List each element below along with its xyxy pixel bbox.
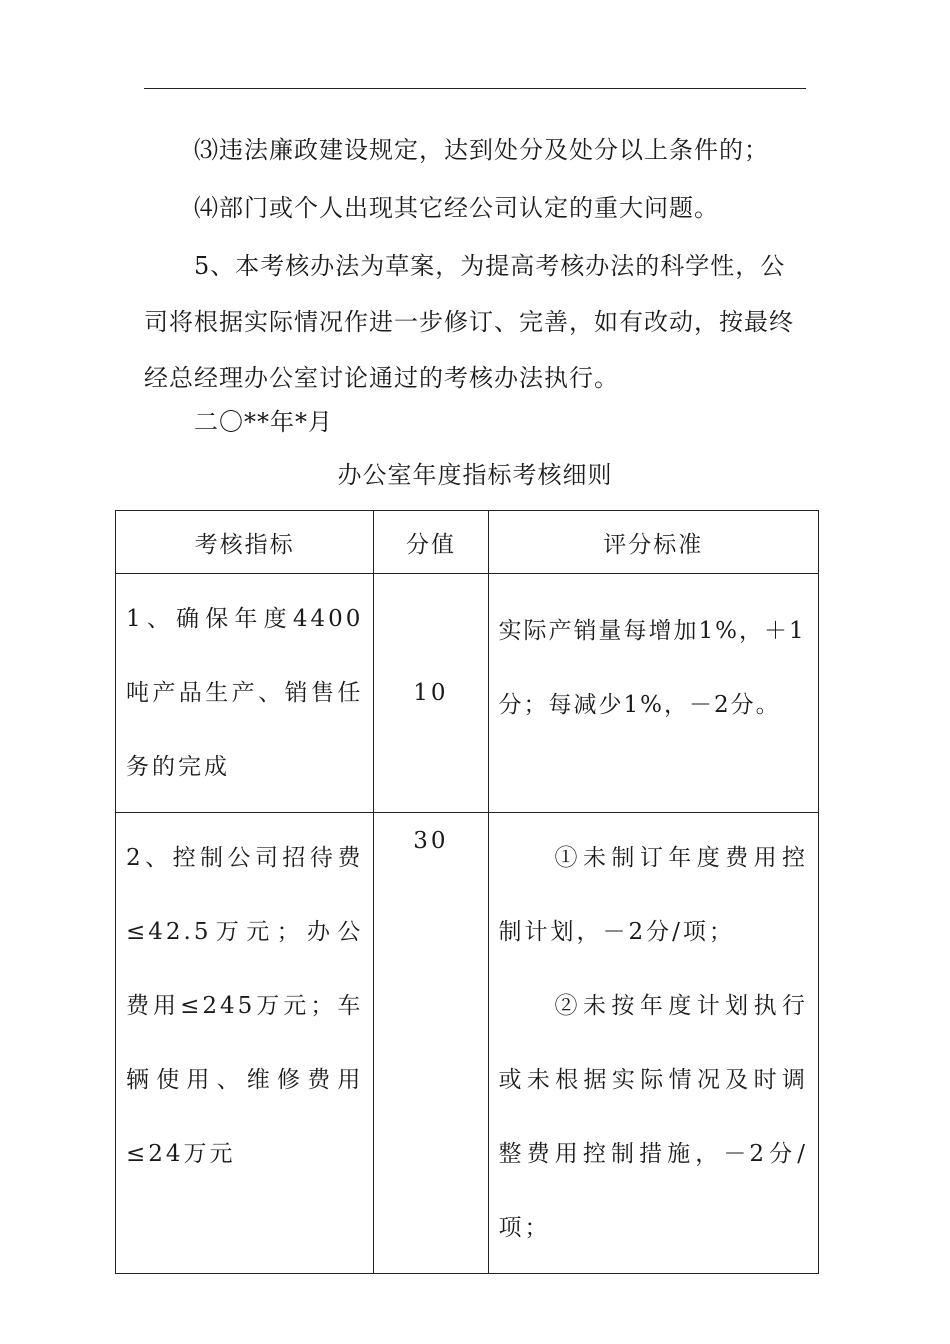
date-line: 二〇**年*月: [194, 408, 333, 436]
indicator-cell: [116, 574, 374, 813]
criteria-item-1: ①未制订年度费用控制计划，－2分/项；: [498, 845, 808, 945]
score-text: 30: [413, 828, 449, 854]
indicator-text: 2、控制公司招待费≤42.5万元；办公费用≤245万元；车辆使用、维修费用≤24万元: [126, 845, 364, 1167]
table-row: [116, 813, 819, 1274]
assessment-table: [115, 510, 819, 1274]
paragraph-item-4: ⑷部门或个人出现其它经公司认定的重大问题。: [194, 194, 719, 222]
table-title: 办公室年度指标考核细则: [337, 461, 613, 489]
table-row: [116, 574, 819, 813]
header-criteria: 评分标准: [488, 511, 818, 574]
criteria-cell: [488, 574, 818, 813]
criteria-item-2: ②未按年度计划执行或未根据实际情况及时调整费用控制措施，－2分/项；: [498, 993, 808, 1241]
indicator-cell: [116, 813, 374, 1274]
indicator-text: 1、确保年度4400吨产品生产、销售任务的完成: [126, 606, 364, 780]
header-rule: [144, 88, 806, 89]
table-header-row: [116, 511, 819, 574]
header-score: 分值: [374, 511, 488, 574]
header-indicator: 考核指标: [116, 511, 374, 574]
score-cell: 10: [374, 574, 488, 813]
score-cell: [374, 813, 488, 1274]
paragraph-item-3: ⑶违法廉政建设规定，达到处分及处分以上条件的；: [194, 136, 769, 164]
criteria-text: 实际产销量每增加1%，＋1分；每减少1%，－2分。: [498, 618, 806, 718]
criteria-cell: [488, 813, 818, 1274]
paragraph-clause-5: 5、本考核办法为草案，为提高考核办法的科学性，公司将根据实际情况作进一步修订、完善，如有改动，按最终经总经理办公室讨论通过的考核办法执行。: [144, 252, 794, 392]
